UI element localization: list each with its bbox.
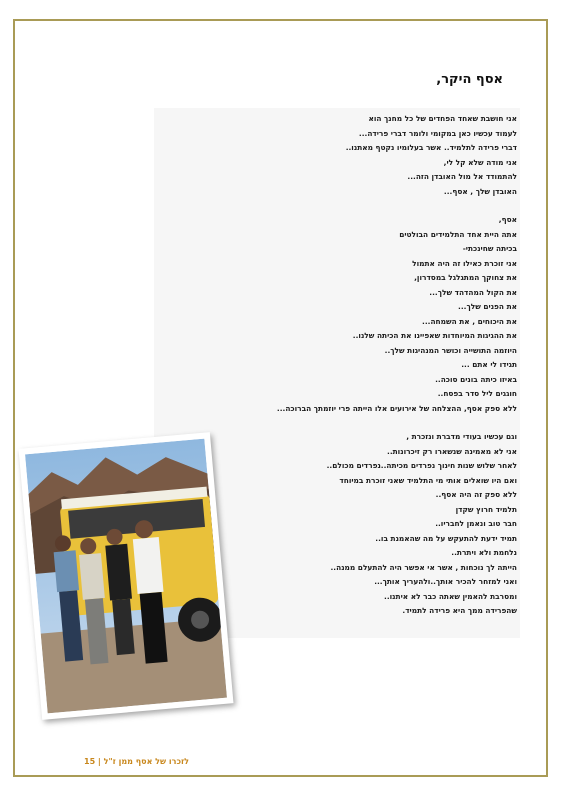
letter-line: תלמיד חרוץ שקדן [455, 504, 517, 514]
letter-line: ומסרבת להאמין שאתה כבר לא איתנו.. [384, 591, 517, 601]
letter-line: באיזו כיתה בונים סוכה.. [435, 374, 517, 384]
letter-line: ואני למזחר להכיר אותך..ולהעריך אותך... [374, 577, 517, 586]
letter-line: נלחמת ולא ויתרת.. [451, 548, 517, 557]
letter-line: תגידו לי אתם ... [461, 360, 517, 369]
letter-line: חוגגים ליל סדר בפסח.. [437, 389, 517, 398]
paragraph-break [157, 199, 517, 213]
letter-line: את צחוקך המתגלגל במסדרון, [414, 273, 517, 282]
letter-line: בכיתה שחינכתי- [462, 244, 517, 253]
letter-line: את היכוחים , את השמחה... [422, 316, 517, 326]
letter-line: את הפנים שלך... [458, 302, 517, 311]
letter-line: ללא ספק זה היה אסף.. [435, 490, 517, 499]
letter-line: אני זוכרת כאילו זה היה אתמול [412, 258, 517, 268]
letter-line: אני חושבת שאחד הפחדים של כל מחנך הוא [368, 114, 517, 123]
paragraph-break [157, 416, 517, 430]
page-footer: לזכרו של אסף ממן ז"ל | 15 [84, 757, 190, 766]
letter-line: ללא ספק אסף, ההצלחה של אירועים אלו הייתה פרי יוזמתך הברוכה... [276, 403, 517, 413]
letter-line: את ההגיגות המיוחדות שאפיינו את הכיתה שלנו.. [352, 331, 517, 340]
letter-line: ואם היו שואלים אותי מי התלמיד שאני זוכרת במיוחד [339, 475, 517, 485]
letter-line: היוזמה התושייה וכושר המנהיגות שלך.. [384, 345, 517, 355]
letter-line: תמיד ידעת להתעקש על מה שהאמנת בו.. [375, 533, 517, 543]
letter-line: לעמוד עכשיו כאן במקומי ולומר דברי פרידה... [358, 128, 517, 138]
letter-line: אני לא מאמינה שנשארו רק זיכרונות.. [387, 446, 517, 456]
letter-line: דברי פרידה לתלמיד.. אשר בעלומיו נקטף מאתנו.. [345, 143, 517, 152]
letter-line: להתמודד אל מול האובדן הזה... [407, 172, 517, 181]
letter-line: האובדן שלך , אסף... [443, 186, 517, 196]
letter-line: אסף, [498, 215, 517, 224]
letter-line: וגם עכשיו בעודי מדברת ונזכרת , [406, 432, 517, 441]
letter-line: את הקול המהדהד שלך... [429, 287, 517, 297]
letter-line: אתה היית אחד התלמידים הבולטים [399, 229, 517, 239]
letter-line: חבר טוב ונאמן לחבריו.. [435, 519, 517, 528]
group-photo-image [25, 439, 227, 714]
letter-line: הייתה לך נוכחות , אשר אי אפשר היה להתעלם ממנה.. [330, 562, 517, 572]
letter-line: לאחר שלוש שנות חינוך נפרדים מכיתה..נפרדים מכולם.. [326, 461, 517, 470]
page-title: אסף היקר, [436, 72, 503, 87]
group-photo [19, 432, 234, 720]
letter-line: שהפרידה ממך היא פרידה לתמיד. [402, 606, 517, 615]
letter-line: אני מודה שלא קל לי, [443, 157, 517, 167]
